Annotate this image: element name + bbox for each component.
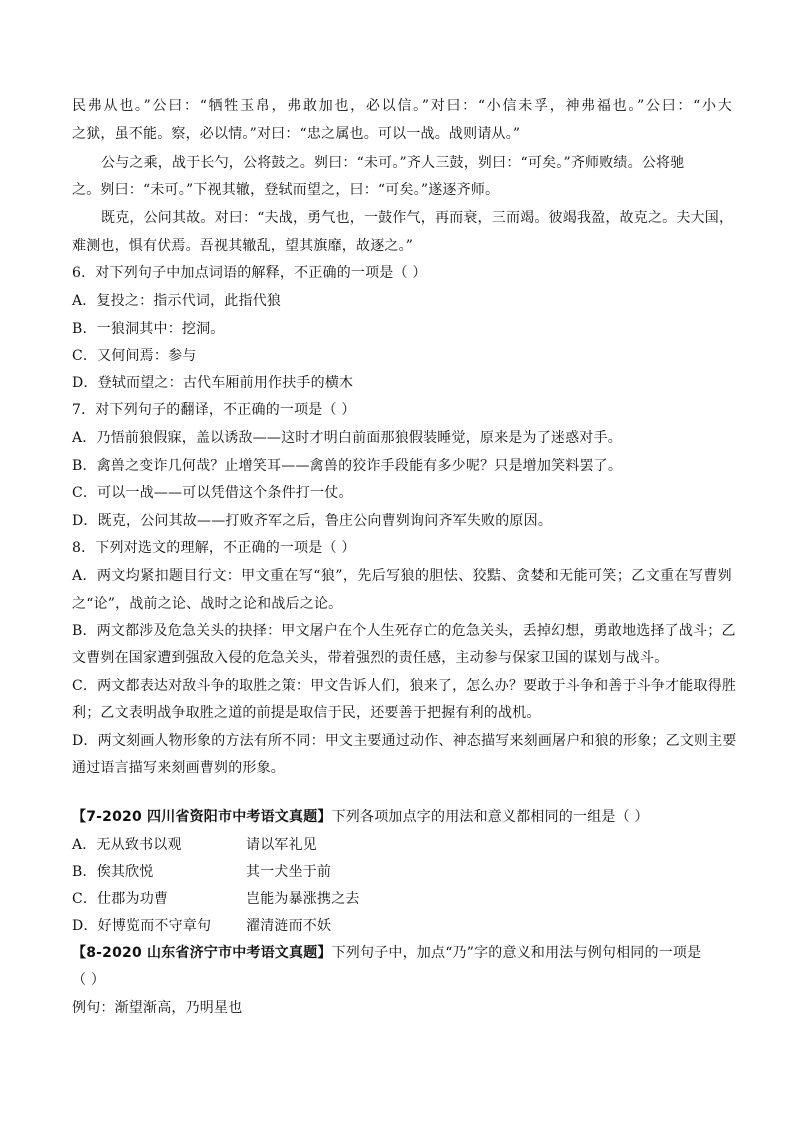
ziyang-question-stem [72,807,732,827]
jining-question-stem [72,943,732,963]
question-8-option-d: D．两文刻画人物形象的方法有所不同：甲文主要通过动作、神态描写来刻画屠户和狼的形象；乙文则主要 [72,733,737,749]
question-7-stem: 7．对下列句子的翻译，不正确的一项是（ ） [72,402,356,418]
ziyang-source-tag: 【7-2020 四川省资阳市中考语文真题】 [72,809,332,825]
ziyang-option-b-left: B．俟其欣悦 [72,864,154,880]
question-6-option-d: D．登轼而望之：古代车厢前用作扶手的横木 [72,375,354,391]
ziyang-option-b [72,862,732,882]
passage-line: 之。刿曰：“未可。”下视其辙，登轼而望之，曰：“可矣。”遂逐齐师。 [72,182,500,198]
ziyang-option-d [72,916,732,936]
question-6-option-b: B．一狼洞其中：挖洞。 [72,321,225,337]
question-8-option-c-cont: 利；乙文表明战争取胜之道的前提是取信于民，还要善于把握有利的战机。 [72,705,541,721]
question-7-option-a: A．乃悟前狼假寐，盖以诱敌——这时才明白前面那狼假装睡觉，原来是为了迷惑对手。 [72,430,622,446]
question-8-option-b-cont: 文曹刿在国家遭到强敌入侵的危急关头，带着强烈的责任感，主动参与保家卫国的谋划与战斗。 [72,650,669,666]
passage-line: 之狱，虽不能。察，必以情。”对曰：“忠之属也。可以一战。战则请从。” [72,126,521,142]
question-8-option-c: C．两文都表达对敌斗争的取胜之策：甲文告诉人们，狼来了，怎么办？要敢于斗争和善于斗争才能取得胜 [72,678,737,694]
ziyang-option-d-left: D．好博览而不守章句 [72,918,212,934]
ziyang-stem-text: 下列各项加点字的用法和意义都相同的一组是（ ） [331,809,649,825]
jining-source-tag: 【8-2020 山东省济宁市中考语文真题】 [72,945,332,961]
question-6-option-a: A．复投之：指示代词，此指代狼 [72,293,282,309]
jining-answer-paren: （ ） [72,972,106,988]
jining-example: 例句：渐望渐高，乃明星也 [72,1000,243,1016]
question-8-option-b: B．两文都涉及危急关头的抉择：甲文屠户在个人生死存亡的危急关头，丢掉幻想，勇敢地选择了战斗；乙 [72,623,736,639]
ziyang-option-d-right: 濯清涟而不妖 [246,918,332,934]
ziyang-option-a-left: A．无从致书以观 [72,837,182,853]
ziyang-option-a [72,835,732,855]
question-7-option-d: D．既克，公问其故——打败齐军之后，鲁庄公向曹刿询问齐军失败的原因。 [72,513,553,529]
passage-line: 难测也，惧有伏焉。吾视其辙乱，望其旗靡，故逐之。” [72,238,414,254]
ziyang-option-a-right: 请以军礼见 [246,837,317,853]
question-7-option-c: C．可以一战——可以凭借这个条件打一仗。 [72,485,353,501]
question-7-option-b: B．禽兽之变诈几何哉？止增笑耳——禽兽的狡诈手段能有多少呢？只是增加笑料罢了。 [72,458,623,474]
ziyang-option-c [72,889,732,909]
jining-stem-text: 下列句子中，加点“乃”字的意义和用法与例句相同的一项是 [331,945,702,961]
question-8-stem: 8．下列对选文的理解，不正确的一项是（ ） [72,540,356,556]
question-8-option-a-cont: 之“论”，战前之论、战时之论和战后之论。 [72,596,343,612]
passage-line: 公与之乘，战于长勺，公将鼓之。刿曰：“未可。”齐人三鼓，刿曰：“可矣。”齐师败绩。公将驰 [101,155,685,171]
ziyang-option-c-right: 岂能为暴涨携之去 [246,891,360,907]
passage-line: 既克，公问其故。对曰：“夫战，勇气也，一鼓作气，再而衰，三而竭。彼竭我盈，故克之。夫大国， [101,210,734,226]
question-6-stem: 6．对下列句子中加点词语的解释，不正确的一项是（ ） [72,265,427,281]
passage-line: 民弗从也。”公曰：“牺牲玉帛，弗敢加也，必以信。”对曰：“小信未孚，神弗福也。”公曰：“小大 [72,98,732,114]
question-8-option-d-cont: 通过语言描写来刻画曹刿的形象。 [72,760,285,776]
question-6-option-c: C．又何间焉：参与 [72,348,197,364]
question-8-option-a: A．两文均紧扣题目行文：甲文重在写“狼”，先后写狼的胆怯、狡黠、贪婪和无能可笑；乙文重在写曹刿 [72,568,732,584]
ziyang-option-c-left: C．仕郡为功曹 [72,891,169,907]
ziyang-option-b-right: 其一犬坐于前 [246,864,332,880]
